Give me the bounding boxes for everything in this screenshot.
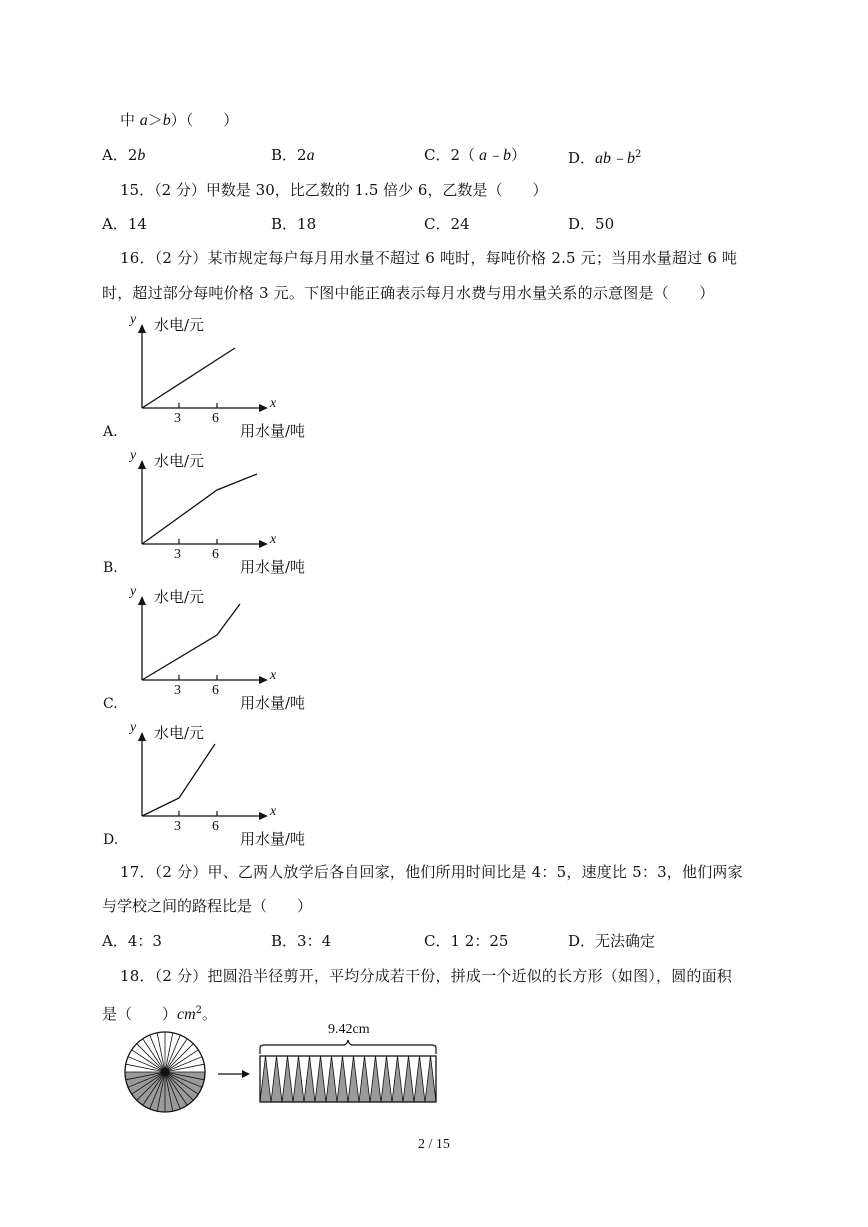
q16-graph-c[interactable] (100, 582, 340, 712)
tick-6: 6 (212, 411, 219, 426)
y-unit-label: 水电/元 (154, 588, 205, 606)
circle-sectors (125, 1032, 205, 1112)
tick-6: 6 (212, 683, 219, 698)
q14-option-c[interactable]: C．2（ a﹣b） (424, 146, 527, 164)
x-axis-label: x (270, 668, 277, 683)
q17-option-c[interactable]: C．1 2：25 (424, 932, 509, 950)
x-unit-label: 用水量/吨 (240, 830, 306, 848)
tick-3: 3 (174, 683, 181, 698)
q16-graph-d[interactable] (100, 718, 340, 848)
q17-stem-line1: 17．（2 分）甲、乙两人放学后各自回家，他们所用时间比是 4：5，速度比 5：3，他们两家 (120, 863, 743, 881)
x-axis-label: x (270, 396, 277, 411)
q15-option-d[interactable]: D．50 (568, 215, 615, 233)
q14-option-b[interactable]: B．2a (271, 146, 315, 164)
y-axis-label: y (130, 584, 137, 599)
x-axis-label: x (270, 532, 277, 547)
q17-stem-line2: 与学校之间的路程比是（ ） (102, 897, 313, 915)
tick-6: 6 (212, 547, 219, 562)
q15-option-a[interactable]: A．14 (102, 215, 147, 233)
circle-to-rectangle-diagram (120, 1028, 450, 1118)
x-unit-label: 用水量/吨 (240, 694, 306, 712)
y-axis-label: y (130, 720, 137, 735)
y-axis-label: y (130, 448, 137, 463)
q16-stem-line1: 16．（2 分）某市规定每户每月用水量不超过 6 吨时，每吨价格 2.5 元；当用水量超过 6 吨 (120, 249, 738, 267)
q17-option-d[interactable]: D．无法确定 (568, 932, 656, 950)
q16-graph-b[interactable] (100, 446, 340, 576)
q18-figure (120, 1022, 450, 1118)
approx-rectangle (260, 1056, 436, 1102)
option-letter-d: D. (103, 832, 119, 848)
y-axis-label: y (130, 312, 137, 327)
q14-stem-continuation: 中 a＞b）（ ） (120, 111, 239, 129)
arrow-icon (218, 1070, 250, 1078)
page-number: 2 / 15 (418, 1137, 450, 1152)
q15-option-c[interactable]: C．24 (424, 215, 470, 233)
q17-option-b[interactable]: B．3：4 (271, 932, 332, 950)
y-unit-label: 水电/元 (154, 452, 205, 470)
q16-stem-line2: 时，超过部分每吨价格 3 元。下图中能正确表示每月水费与用水量关系的示意图是（ ） (102, 284, 715, 302)
option-letter-b: B. (103, 560, 118, 576)
q18-stem-line1: 18．（2 分）把圆沿半径剪开，平均分成若干份，拼成一个近似的长方形（如图），圆的面积 (120, 967, 733, 985)
q17-option-a[interactable]: A．4：3 (102, 932, 162, 950)
q14-option-a[interactable]: A．2b (102, 146, 146, 164)
y-unit-label: 水电/元 (154, 316, 205, 334)
x-axis-label: x (270, 804, 277, 819)
option-letter-c: C. (103, 696, 118, 712)
tick-6: 6 (212, 819, 219, 834)
q16-graph-a[interactable] (100, 310, 340, 440)
rectangle-length-label: 9.42cm (328, 1022, 370, 1037)
y-unit-label: 水电/元 (154, 724, 205, 742)
tick-3: 3 (174, 547, 181, 562)
tick-3: 3 (174, 819, 181, 834)
q14-option-d[interactable]: D．$ab﹣b^2$ (568, 149, 642, 167)
rectangle-brace (260, 1040, 436, 1054)
x-unit-label: 用水量/吨 (240, 422, 306, 440)
q15-option-b[interactable]: B．18 (271, 215, 317, 233)
q15-stem: 15．（2 分）甲数是 30，比乙数的 1.5 倍少 6，乙数是（ ） (120, 181, 548, 199)
option-letter-a: A. (103, 424, 118, 440)
x-unit-label: 用水量/吨 (240, 558, 306, 576)
tick-3: 3 (174, 411, 181, 426)
q18-stem-line2: 是（ ）$cm^2$。 (102, 1005, 218, 1023)
